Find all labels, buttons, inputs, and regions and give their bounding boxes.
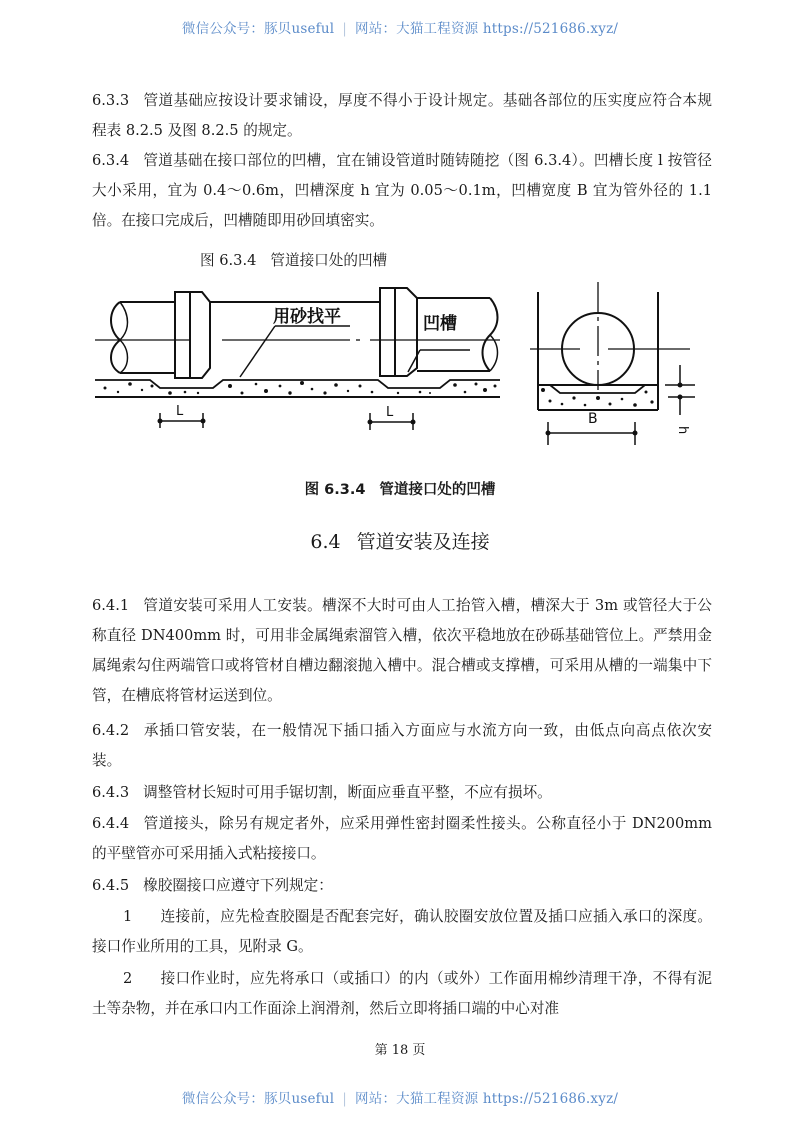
figure-pipe-joint-groove <box>90 280 710 445</box>
watermark-separator: | <box>342 1091 348 1107</box>
watermark-separator: | <box>342 21 348 37</box>
clause-text: 管道基础在接口部位的凹槽，宜在铺设管道时随铸随挖（图 6.3.4）。凹槽长度 l 按管径大小采用，宜为 0.4～0.6m，凹槽深度 h 宜为 0.05～0.1m，凹槽宽度 B 宜为管外径的 1.1 倍。在接口完成后，凹槽随即用砂回填密实。 <box>92 152 712 229</box>
clause-number: 6.4.1 <box>92 597 130 614</box>
figure-number: 图 6.3.4 <box>304 482 366 498</box>
clause-number: 6.4.5 <box>92 877 130 894</box>
clause-number: 6.3.4 <box>92 152 130 169</box>
figure-title: 管道接口处的凹槽 <box>379 482 496 498</box>
clause-6-4-2 <box>92 716 712 776</box>
clause-number: 6.3.3 <box>92 92 130 109</box>
section-title: 管道安装及连接 <box>356 531 490 553</box>
label-width: B <box>588 411 598 427</box>
page-number: 第 18 页 <box>374 1043 426 1058</box>
label-length-left: L <box>176 404 184 419</box>
clause-6-4-3 <box>92 778 712 808</box>
clause-text: 管道安装可采用人工安装。槽深不大时可由人工抬管入槽，槽深大于 3m 或管径大于公称直径 DN400mm 时，可用非金属绳索溜管入槽，依次平稳地放在砂砾基础管位上。严禁用金属绳索勾住两端管口或将管材自槽边翻滚抛入槽中。混合槽或支撑槽，可采用从槽的一端集中下管，在槽底将管材运送到位。 <box>92 597 712 704</box>
figure-number: 图 6.3.4 <box>200 252 257 269</box>
watermark-site: 网站：大猫工程资源 https://521686.xyz/ <box>355 1091 619 1107</box>
item-text: 连接前，应先检查胶圈是否配套完好，确认胶圈安放位置及插口应插入承口的深度。接口作业所用的工具，见附录 G。 <box>92 908 712 955</box>
clause-6-4-4 <box>92 809 712 869</box>
watermark-site: 网站：大猫工程资源 https://521686.xyz/ <box>355 21 619 37</box>
clause-6-4-5 <box>92 871 712 901</box>
list-item-1 <box>92 902 712 962</box>
section-number: 6.4 <box>310 531 341 553</box>
watermark-wechat: 微信公众号：豚贝useful <box>181 1091 335 1107</box>
section-heading <box>0 527 800 554</box>
clause-6-4-1 <box>92 591 712 711</box>
item-number: 2 <box>123 970 133 987</box>
clause-text: 承插口管安装，在一般情况下插口插入方面应与水流方向一致，由低点向高点依次安装。 <box>92 722 712 769</box>
clause-text: 调整管材长短时可用手锯切割，断面应垂直平整，不应有损坏。 <box>143 784 552 801</box>
clause-number: 6.4.3 <box>92 784 130 801</box>
list-item-2 <box>92 964 712 1024</box>
pipe-joint-diagram <box>90 280 710 445</box>
clause-text: 管道接头，除另有规定者外，应采用弹性密封圈柔性接头。公称直径小于 DN200mm 的平壁管亦可采用插入式粘接接口。 <box>92 815 712 862</box>
label-length-right: L <box>386 405 394 420</box>
clause-text: 管道基础应按设计要求铺设，厚度不得小于设计规定。基础各部位的压实度应符合本规程表 8.2.5 及图 8.2.5 的规定。 <box>92 92 712 139</box>
figure-caption-bold <box>0 478 800 499</box>
figure-title: 管道接口处的凹槽 <box>270 252 388 269</box>
clause-number: 6.4.4 <box>92 815 130 832</box>
clause-6-3-3 <box>92 86 712 146</box>
label-depth: h <box>675 426 690 435</box>
item-number: 1 <box>123 908 133 925</box>
clause-text: 橡胶圈接口应遵守下列规定： <box>143 877 333 894</box>
watermark-wechat: 微信公众号：豚贝useful <box>181 21 335 37</box>
figure-caption-plain <box>200 249 387 270</box>
label-groove: 凹槽 <box>423 314 457 334</box>
watermark-footer <box>0 1087 800 1107</box>
label-sand-level: 用砂找平 <box>273 307 341 327</box>
watermark-header <box>0 17 800 37</box>
clause-6-3-4 <box>92 146 712 236</box>
clause-number: 6.4.2 <box>92 722 130 739</box>
item-text: 接口作业时，应先将承口（或插口）的内（或外）工作面用棉纱清理干净，不得有泥土等杂物，并在承口内工作面涂上润滑剂，然后立即将插口端的中心对准 <box>92 970 712 1017</box>
